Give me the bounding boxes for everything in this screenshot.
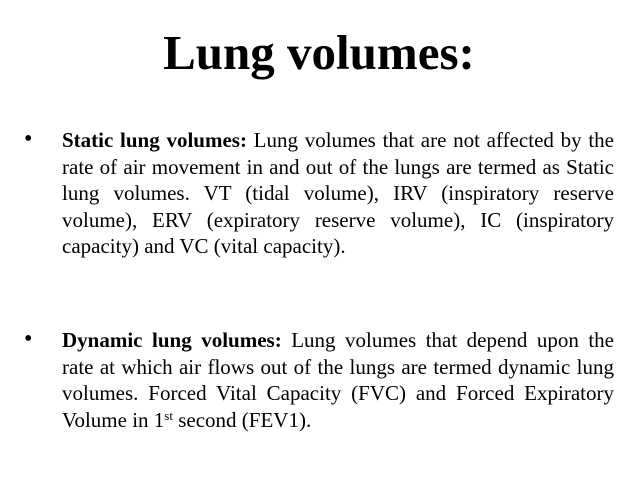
slide-title: Lung volumes: [163,25,475,80]
bullet-lead: Dynamic lung volumes: [62,328,282,352]
bullet-body: Lung volumes that are not affected by the rate of air movement in and out of the lungs are termed as Static lung volumes. VT (tidal volume), IRV (inspiratory reserve volume), ERV (expiratory reserve volume), IC (inspiratory capacity) and VC (vital capacity). [62,128,614,258]
bullet-body-end: second (FEV1). [172,407,312,432]
bullet-lead: Static lung volumes: [62,128,247,152]
bullet-static-lung-volumes [24,127,614,260]
bullet-marker: • [24,126,33,152]
bullet-marker: • [24,326,33,352]
ordinal-superscript: st [164,407,173,423]
bullet-dynamic-lung-volumes [24,327,614,433]
bullet-text [62,327,614,433]
bullet-text [62,127,614,260]
bullet-body: Lung volumes that depend upon the rate at which air flows out of the lungs are termed dynamic lung volumes. Forced Vital Capacity (FVC) and Forced Expiratory Volume in 1 [62,328,614,432]
